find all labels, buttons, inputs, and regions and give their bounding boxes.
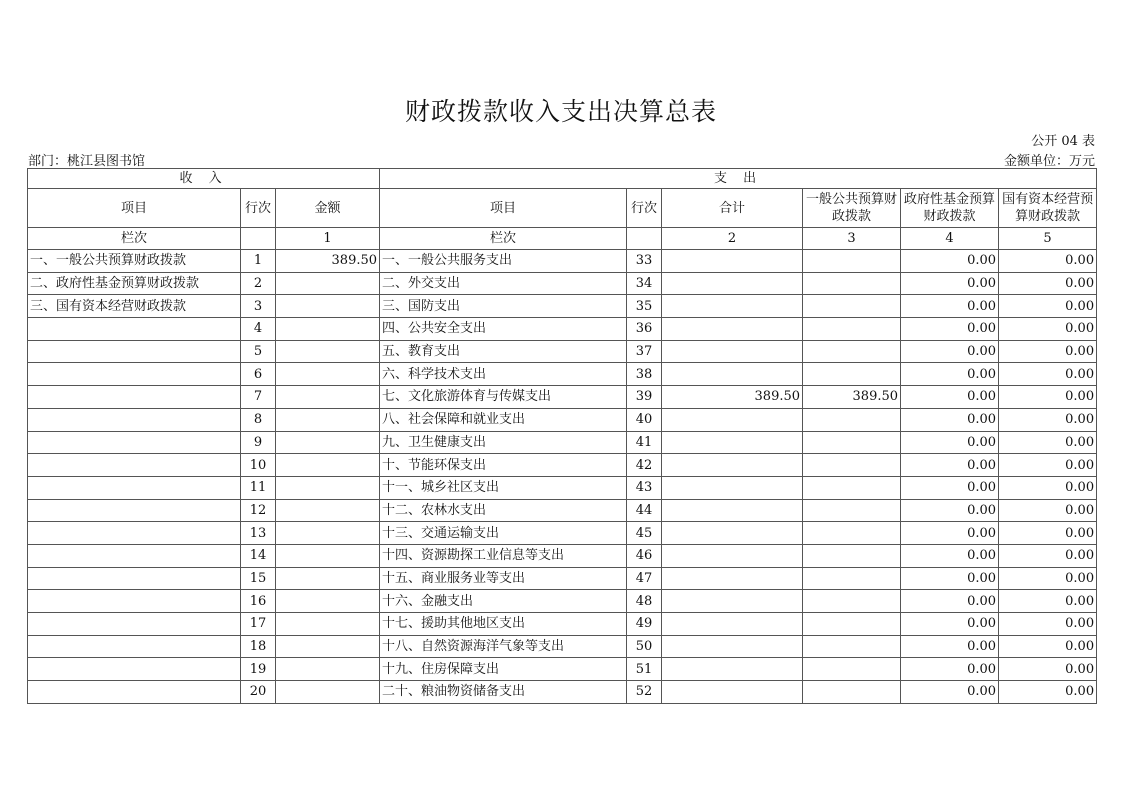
expense-row-no-cell: 36 xyxy=(627,318,662,341)
general-budget-cell xyxy=(803,522,901,545)
general-budget-cell xyxy=(803,476,901,499)
state-capital-cell: 0.00 xyxy=(999,386,1097,409)
gov-fund-cell: 0.00 xyxy=(901,272,999,295)
expense-item-cell: 十三、交通运输支出 xyxy=(380,522,627,545)
general-budget-cell xyxy=(803,613,901,636)
expense-row-no-cell: 50 xyxy=(627,635,662,658)
income-item-cell xyxy=(28,340,241,363)
income-item-cell xyxy=(28,522,241,545)
expense-row-no-cell: 40 xyxy=(627,408,662,431)
general-budget-cell xyxy=(803,499,901,522)
department-label: 部门：桃江县图书馆 xyxy=(28,154,146,169)
table-row xyxy=(28,613,1097,636)
total-cell xyxy=(662,635,803,658)
gov-fund-cell: 0.00 xyxy=(901,250,999,273)
expense-row-no-header: 行次 xyxy=(627,189,662,228)
state-capital-cell: 0.00 xyxy=(999,544,1097,567)
total-cell xyxy=(662,408,803,431)
state-capital-cell: 0.00 xyxy=(999,363,1097,386)
table-row xyxy=(28,567,1097,590)
expense-header: 支 出 xyxy=(380,169,1097,189)
income-row-no-cell: 3 xyxy=(241,295,276,318)
total-cell xyxy=(662,363,803,386)
expense-row-no-cell: 42 xyxy=(627,454,662,477)
page-title: 财政拨款收入支出决算总表 xyxy=(404,97,717,126)
expense-item-cell: 十四、资源勘探工业信息等支出 xyxy=(380,544,627,567)
income-row-no-cell: 17 xyxy=(241,613,276,636)
general-budget-cell xyxy=(803,590,901,613)
expense-item-cell: 十一、城乡社区支出 xyxy=(380,476,627,499)
state-capital-cell: 0.00 xyxy=(999,567,1097,590)
gov-fund-cell: 0.00 xyxy=(901,522,999,545)
income-row-no-cell: 10 xyxy=(241,454,276,477)
expense-row-no-cell: 43 xyxy=(627,476,662,499)
income-row-no-cell: 14 xyxy=(241,544,276,567)
income-row-no-cell: 7 xyxy=(241,386,276,409)
income-item-cell xyxy=(28,567,241,590)
gov-fund-cell: 0.00 xyxy=(901,681,999,704)
expense-row-no-cell: 46 xyxy=(627,544,662,567)
gov-fund-cell: 0.00 xyxy=(901,431,999,454)
income-row-no-cell: 19 xyxy=(241,658,276,681)
table-row xyxy=(28,295,1097,318)
income-amount-cell xyxy=(276,681,380,704)
expense-item-cell: 一、一般公共服务支出 xyxy=(380,250,627,273)
general-budget-cell xyxy=(803,454,901,477)
income-item-cell xyxy=(28,454,241,477)
expense-row-no-cell: 48 xyxy=(627,590,662,613)
state-capital-header: 国有资本经营预算财政拨款 xyxy=(999,189,1097,228)
general-budget-cell xyxy=(803,681,901,704)
income-amount-cell xyxy=(276,454,380,477)
table-row xyxy=(28,431,1097,454)
gov-fund-cell: 0.00 xyxy=(901,590,999,613)
total-cell xyxy=(662,499,803,522)
income-amount-cell xyxy=(276,386,380,409)
total-cell xyxy=(662,431,803,454)
table-row xyxy=(28,408,1097,431)
income-amount-cell xyxy=(276,408,380,431)
income-row-no-cell: 12 xyxy=(241,499,276,522)
income-amount-cell xyxy=(276,635,380,658)
income-amount-cell xyxy=(276,431,380,454)
general-budget-cell xyxy=(803,363,901,386)
income-amount-cell xyxy=(276,340,380,363)
table-row xyxy=(28,658,1097,681)
income-item-cell xyxy=(28,613,241,636)
state-capital-cell: 0.00 xyxy=(999,431,1097,454)
gov-fund-cell: 0.00 xyxy=(901,318,999,341)
col-number-4: 4 xyxy=(901,228,999,250)
income-amount-cell xyxy=(276,658,380,681)
gov-fund-cell: 0.00 xyxy=(901,363,999,386)
form-number: 公开 04 表 xyxy=(1031,134,1095,149)
total-cell xyxy=(662,658,803,681)
total-cell xyxy=(662,476,803,499)
expense-item-cell: 十六、金融支出 xyxy=(380,590,627,613)
table-row xyxy=(28,590,1097,613)
header-row-column-numbers xyxy=(28,228,1097,250)
total-cell xyxy=(662,544,803,567)
income-item-cell xyxy=(28,363,241,386)
total-cell xyxy=(662,250,803,273)
table-row xyxy=(28,476,1097,499)
total-cell xyxy=(662,295,803,318)
table-row xyxy=(28,318,1097,341)
income-row-no-cell: 5 xyxy=(241,340,276,363)
table-row xyxy=(28,386,1097,409)
state-capital-cell: 0.00 xyxy=(999,635,1097,658)
table-body xyxy=(28,250,1097,704)
expense-row-no-cell: 41 xyxy=(627,431,662,454)
income-amount-header: 金额 xyxy=(276,189,380,228)
income-item-cell xyxy=(28,408,241,431)
gov-fund-cell: 0.00 xyxy=(901,544,999,567)
empty-cell xyxy=(627,228,662,250)
income-col-label: 栏次 xyxy=(28,228,241,250)
general-budget-header: 一般公共预算财政拨款 xyxy=(803,189,901,228)
income-amount-cell xyxy=(276,567,380,590)
income-amount-cell xyxy=(276,318,380,341)
expense-item-cell: 三、国防支出 xyxy=(380,295,627,318)
income-item-cell: 二、政府性基金预算财政拨款 xyxy=(28,272,241,295)
budget-table xyxy=(27,168,1097,704)
col-number-1: 1 xyxy=(276,228,380,250)
expense-col-label: 栏次 xyxy=(380,228,627,250)
income-row-no-cell: 8 xyxy=(241,408,276,431)
total-cell xyxy=(662,318,803,341)
general-budget-cell: 389.50 xyxy=(803,386,901,409)
gov-fund-cell: 0.00 xyxy=(901,454,999,477)
income-header: 收 入 xyxy=(28,169,380,189)
income-amount-cell xyxy=(276,544,380,567)
general-budget-cell xyxy=(803,635,901,658)
expense-row-no-cell: 44 xyxy=(627,499,662,522)
expense-item-cell: 七、文化旅游体育与传媒支出 xyxy=(380,386,627,409)
state-capital-cell: 0.00 xyxy=(999,318,1097,341)
income-row-no-cell: 13 xyxy=(241,522,276,545)
table-row xyxy=(28,635,1097,658)
general-budget-cell xyxy=(803,295,901,318)
expense-item-cell: 十五、商业服务业等支出 xyxy=(380,567,627,590)
empty-cell xyxy=(241,228,276,250)
gov-fund-cell: 0.00 xyxy=(901,499,999,522)
general-budget-cell xyxy=(803,431,901,454)
expense-row-no-cell: 45 xyxy=(627,522,662,545)
gov-fund-cell: 0.00 xyxy=(901,476,999,499)
table-row xyxy=(28,340,1097,363)
income-row-no-cell: 6 xyxy=(241,363,276,386)
income-amount-cell xyxy=(276,476,380,499)
income-row-no-cell: 15 xyxy=(241,567,276,590)
expense-item-cell: 十八、自然资源海洋气象等支出 xyxy=(380,635,627,658)
state-capital-cell: 0.00 xyxy=(999,340,1097,363)
total-cell xyxy=(662,272,803,295)
gov-fund-cell: 0.00 xyxy=(901,408,999,431)
gov-fund-cell: 0.00 xyxy=(901,386,999,409)
total-cell xyxy=(662,454,803,477)
general-budget-cell xyxy=(803,318,901,341)
expense-row-no-cell: 35 xyxy=(627,295,662,318)
table-row xyxy=(28,250,1097,273)
expense-item-cell: 二十、粮油物资储备支出 xyxy=(380,681,627,704)
income-item-cell xyxy=(28,499,241,522)
income-item-cell xyxy=(28,476,241,499)
total-cell xyxy=(662,567,803,590)
total-cell xyxy=(662,590,803,613)
expense-row-no-cell: 38 xyxy=(627,363,662,386)
expense-row-no-cell: 51 xyxy=(627,658,662,681)
general-budget-cell xyxy=(803,272,901,295)
expense-item-cell: 十二、农林水支出 xyxy=(380,499,627,522)
general-budget-cell xyxy=(803,544,901,567)
total-header: 合计 xyxy=(662,189,803,228)
state-capital-cell: 0.00 xyxy=(999,272,1097,295)
state-capital-cell: 0.00 xyxy=(999,408,1097,431)
header-row-sections xyxy=(28,169,1097,189)
gov-fund-cell: 0.00 xyxy=(901,658,999,681)
income-row-no-cell: 11 xyxy=(241,476,276,499)
gov-fund-cell: 0.00 xyxy=(901,340,999,363)
expense-item-cell: 十七、援助其他地区支出 xyxy=(380,613,627,636)
expense-item-cell: 五、教育支出 xyxy=(380,340,627,363)
general-budget-cell xyxy=(803,658,901,681)
income-row-no-cell: 4 xyxy=(241,318,276,341)
income-item-cell xyxy=(28,681,241,704)
income-row-no-cell: 20 xyxy=(241,681,276,704)
col-number-2: 2 xyxy=(662,228,803,250)
income-row-no-cell: 18 xyxy=(241,635,276,658)
total-cell xyxy=(662,340,803,363)
expense-item-cell: 四、公共安全支出 xyxy=(380,318,627,341)
general-budget-cell xyxy=(803,250,901,273)
expense-row-no-cell: 33 xyxy=(627,250,662,273)
income-amount-cell xyxy=(276,295,380,318)
total-cell xyxy=(662,681,803,704)
table-row xyxy=(28,681,1097,704)
state-capital-cell: 0.00 xyxy=(999,250,1097,273)
income-item-cell xyxy=(28,386,241,409)
state-capital-cell: 0.00 xyxy=(999,658,1097,681)
income-amount-cell xyxy=(276,363,380,386)
expense-row-no-cell: 37 xyxy=(627,340,662,363)
col-number-5: 5 xyxy=(999,228,1097,250)
income-amount-cell xyxy=(276,272,380,295)
expense-item-header: 项目 xyxy=(380,189,627,228)
state-capital-cell: 0.00 xyxy=(999,295,1097,318)
income-amount-cell xyxy=(276,613,380,636)
table-row xyxy=(28,544,1097,567)
income-amount-cell: 389.50 xyxy=(276,250,380,273)
general-budget-cell xyxy=(803,340,901,363)
table-row xyxy=(28,363,1097,386)
state-capital-cell: 0.00 xyxy=(999,590,1097,613)
expense-row-no-cell: 34 xyxy=(627,272,662,295)
state-capital-cell: 0.00 xyxy=(999,613,1097,636)
income-row-no-header: 行次 xyxy=(241,189,276,228)
total-cell xyxy=(662,613,803,636)
state-capital-cell: 0.00 xyxy=(999,476,1097,499)
income-row-no-cell: 16 xyxy=(241,590,276,613)
expense-item-cell: 九、卫生健康支出 xyxy=(380,431,627,454)
income-item-header: 项目 xyxy=(28,189,241,228)
income-item-cell: 一、一般公共预算财政拨款 xyxy=(28,250,241,273)
total-cell xyxy=(662,522,803,545)
income-row-no-cell: 1 xyxy=(241,250,276,273)
income-item-cell xyxy=(28,658,241,681)
expense-row-no-cell: 39 xyxy=(627,386,662,409)
general-budget-cell xyxy=(803,567,901,590)
gov-fund-cell: 0.00 xyxy=(901,567,999,590)
expense-item-cell: 八、社会保障和就业支出 xyxy=(380,408,627,431)
income-item-cell: 三、国有资本经营财政拨款 xyxy=(28,295,241,318)
gov-fund-header: 政府性基金预算财政拨款 xyxy=(901,189,999,228)
income-item-cell xyxy=(28,635,241,658)
total-cell: 389.50 xyxy=(662,386,803,409)
state-capital-cell: 0.00 xyxy=(999,499,1097,522)
expense-item-cell: 十九、住房保障支出 xyxy=(380,658,627,681)
income-row-no-cell: 9 xyxy=(241,431,276,454)
income-amount-cell xyxy=(276,590,380,613)
gov-fund-cell: 0.00 xyxy=(901,613,999,636)
state-capital-cell: 0.00 xyxy=(999,454,1097,477)
expense-row-no-cell: 49 xyxy=(627,613,662,636)
expense-row-no-cell: 47 xyxy=(627,567,662,590)
gov-fund-cell: 0.00 xyxy=(901,295,999,318)
gov-fund-cell: 0.00 xyxy=(901,635,999,658)
expense-item-cell: 六、科学技术支出 xyxy=(380,363,627,386)
table-row xyxy=(28,522,1097,545)
income-amount-cell xyxy=(276,522,380,545)
state-capital-cell: 0.00 xyxy=(999,522,1097,545)
income-item-cell xyxy=(28,318,241,341)
unit-label: 金额单位：万元 xyxy=(1003,154,1095,169)
income-item-cell xyxy=(28,590,241,613)
expense-item-cell: 十、节能环保支出 xyxy=(380,454,627,477)
income-row-no-cell: 2 xyxy=(241,272,276,295)
income-item-cell xyxy=(28,431,241,454)
table-row xyxy=(28,454,1097,477)
income-amount-cell xyxy=(276,499,380,522)
general-budget-cell xyxy=(803,408,901,431)
col-number-3: 3 xyxy=(803,228,901,250)
table-row xyxy=(28,499,1097,522)
table-row xyxy=(28,272,1097,295)
income-item-cell xyxy=(28,544,241,567)
state-capital-cell: 0.00 xyxy=(999,681,1097,704)
expense-row-no-cell: 52 xyxy=(627,681,662,704)
header-row-columns xyxy=(28,189,1097,228)
expense-item-cell: 二、外交支出 xyxy=(380,272,627,295)
